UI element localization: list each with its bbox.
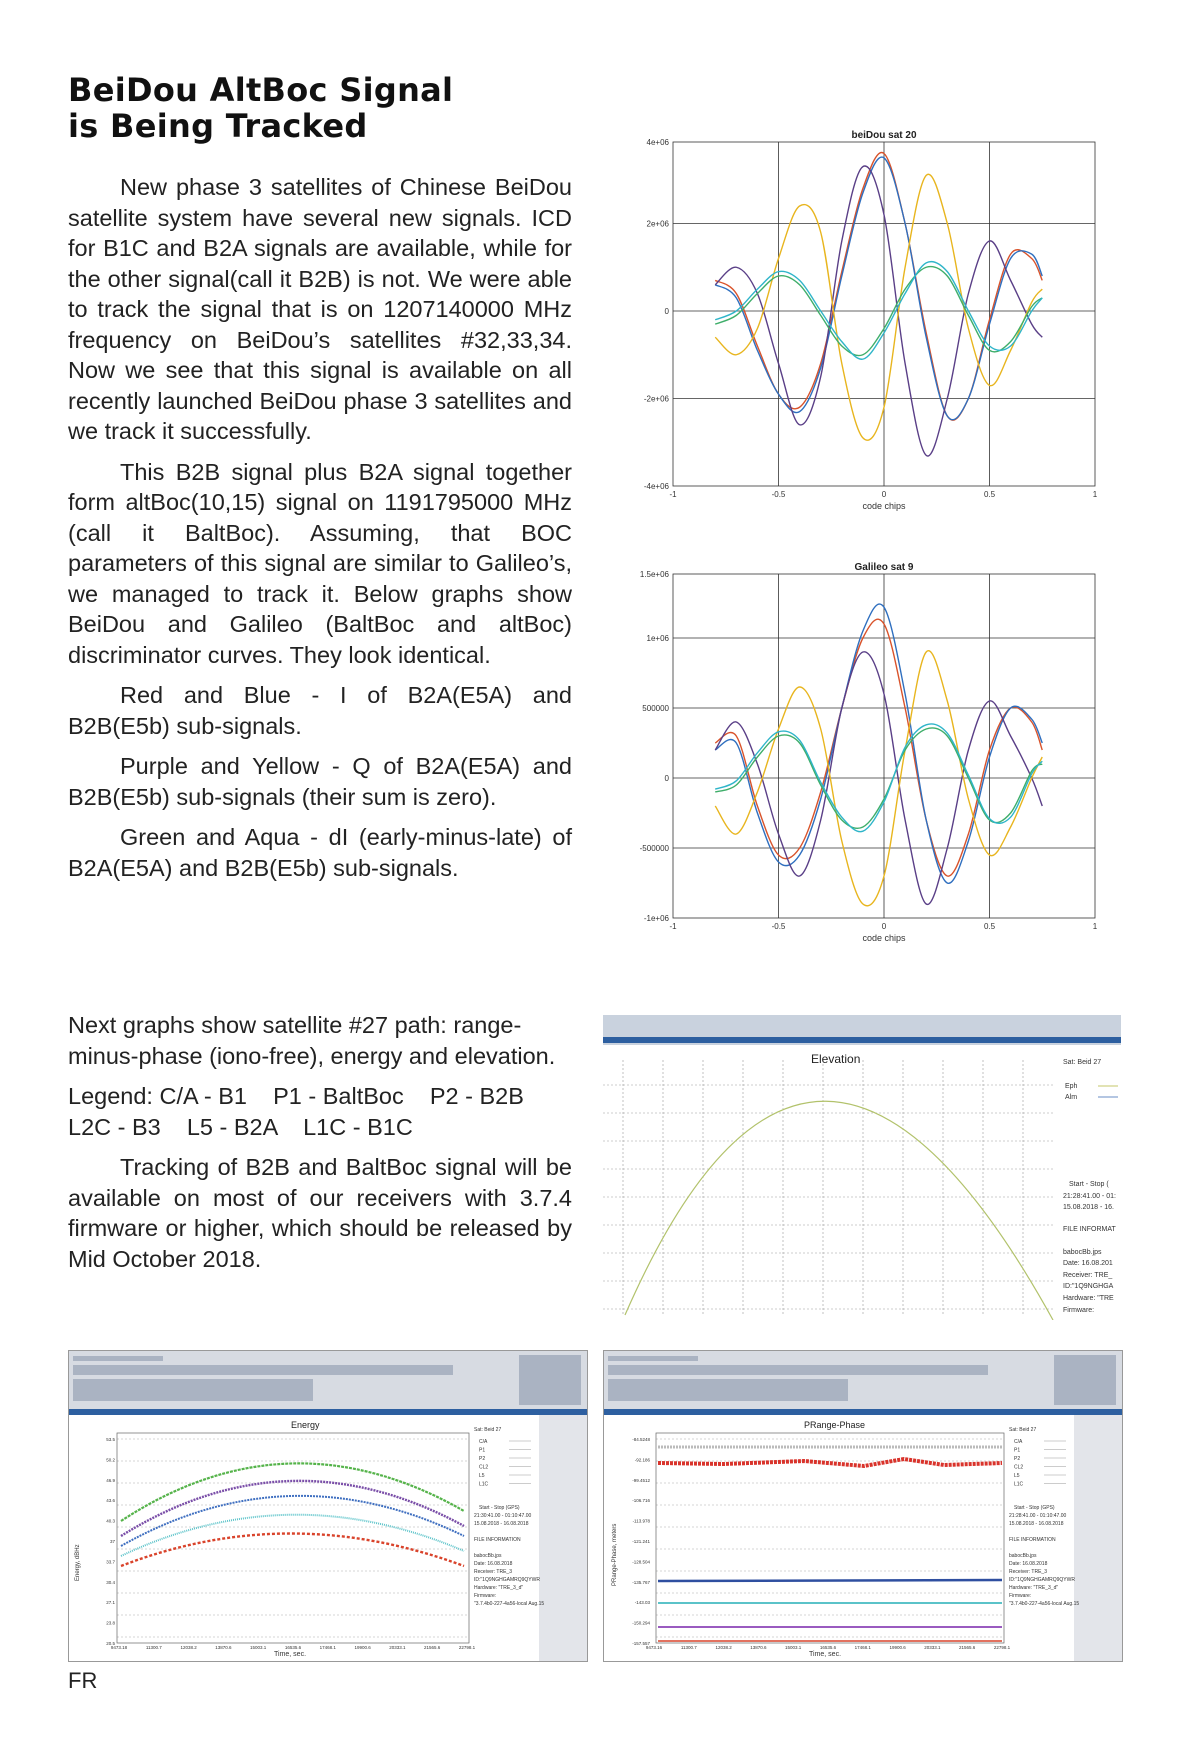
y-tick-label: 0 bbox=[664, 307, 669, 316]
energy-window bbox=[69, 1351, 587, 1661]
x-tick-label: -1 bbox=[669, 490, 677, 499]
x-tick-label: 13870.6 bbox=[750, 1645, 767, 1650]
x-tick-label: 0 bbox=[881, 922, 887, 931]
y-tick-label: 23.8 bbox=[106, 1620, 115, 1626]
prange-file: babocBb.jps bbox=[1009, 1553, 1037, 1559]
paragraph-red-blue: Red and Blue - I of B2A(E5A) and B2B(E5b) sub-signals. bbox=[68, 682, 572, 739]
elevation-title: Elevation bbox=[811, 1052, 861, 1066]
y-tick-label: -99.4512 bbox=[632, 1477, 650, 1483]
prange-sat-label: Sat: Beid 27 bbox=[1009, 1427, 1037, 1433]
x-tick-label: 0 bbox=[881, 490, 887, 499]
galileo-discriminator-chart bbox=[625, 560, 1105, 950]
x-tick-label: 1 bbox=[1092, 490, 1098, 499]
x-tick-label: 17468.1 bbox=[854, 1645, 871, 1650]
prange-time2: 15.08.2018 - 16.08.2018 bbox=[1009, 1521, 1064, 1527]
elevation-legend-eph: Eph bbox=[1065, 1083, 1078, 1090]
x-tick-label: 16535.6 bbox=[284, 1645, 302, 1650]
prange-legend bbox=[1014, 1439, 1066, 1488]
legend-label: L1C bbox=[479, 1481, 489, 1488]
y-tick-label: -157.557 bbox=[632, 1641, 650, 1646]
beidou-discriminator-chart bbox=[625, 128, 1105, 518]
y-tick-label: 1.5e+06 bbox=[639, 570, 669, 579]
y-tick-label: -1e+06 bbox=[643, 914, 669, 923]
energy-file: babocBb.jps bbox=[474, 1553, 502, 1559]
elevation-time1: 21:28:41.00 - 01: bbox=[1063, 1193, 1116, 1200]
elevation-id: ID:"1Q9NGHGA bbox=[1063, 1283, 1114, 1290]
x-tick-label: 9473.16 bbox=[645, 1645, 663, 1650]
legend-label: L5 bbox=[479, 1473, 485, 1479]
y-tick-label: 4e+06 bbox=[646, 138, 669, 147]
chart-title: Galileo sat 9 bbox=[854, 562, 914, 573]
x-tick-label: 22798.1 bbox=[993, 1645, 1011, 1650]
energy-legend bbox=[479, 1439, 531, 1488]
legend-label: CL2 bbox=[1014, 1464, 1024, 1471]
prange-y-ticks bbox=[632, 1437, 650, 1646]
elevation-receiver: Receiver: TRE_ bbox=[1063, 1272, 1113, 1279]
y-tick-label: -84.5248 bbox=[632, 1437, 650, 1442]
legend-label: L5 bbox=[1014, 1473, 1020, 1479]
x-tick-label: 15003.1 bbox=[250, 1645, 267, 1650]
prange-xlabel: Time, sec. bbox=[809, 1651, 842, 1658]
elevation-file-info: FILE INFORMAT bbox=[1063, 1226, 1116, 1233]
elevation-firmware: Firmware: bbox=[1063, 1307, 1095, 1314]
prange-firmware: Firmware: bbox=[1009, 1593, 1032, 1599]
energy-screenshot bbox=[68, 1350, 588, 1662]
y-tick-label: 53.5 bbox=[106, 1437, 115, 1442]
energy-id: ID:"1Q9NGHGAMRQ9QYWR bbox=[474, 1577, 540, 1583]
prange-screenshot bbox=[603, 1350, 1123, 1662]
energy-time1: 21:30:41.00 - 01:10:47.00 bbox=[474, 1513, 532, 1519]
title-line-1: BeiDou AltBoc Signal bbox=[68, 71, 454, 109]
paragraph-intro: New phase 3 satellites of Chinese BeiDou satellite system have several new signals. ICD for B1C and B2A signals are available, while for the other signal(call it B2B) is not. We were able to track the signal that is on 1207140000 MHz frequency on BeiDou’s satellites #32,33,34. Now we see that this signal is available on all recently launched BeiDou phase 3 satellites and we track it successfully. bbox=[68, 174, 572, 444]
y-tick-label: 2e+06 bbox=[646, 219, 669, 229]
energy-firmware: Firmware: bbox=[474, 1593, 497, 1599]
x-tick-label: 11300.7 bbox=[680, 1645, 697, 1650]
legend-label: P2 bbox=[479, 1456, 486, 1462]
x-tick-label: 16535.6 bbox=[819, 1645, 837, 1650]
footer-label: FR bbox=[68, 1668, 98, 1693]
chart-svg bbox=[625, 128, 1105, 518]
elevation-screenshot bbox=[603, 1015, 1121, 1320]
energy-file-info: FILE INFORMATION bbox=[474, 1537, 521, 1543]
energy-y-ticks bbox=[106, 1437, 115, 1646]
legend-label: P1 bbox=[1014, 1447, 1021, 1454]
paragraph-purple-yellow: Purple and Yellow - Q of B2A(E5A) and B2B(E5b) sub-signals (their sum is zero). bbox=[68, 753, 572, 810]
elevation-legend-alm: Alm bbox=[1065, 1094, 1078, 1101]
x-axis-label: code chips bbox=[862, 933, 906, 943]
legend-label: P1 bbox=[479, 1447, 486, 1454]
chart-svg bbox=[625, 560, 1105, 950]
title-line-2: is Being Tracked bbox=[68, 107, 368, 145]
legend-line-1: Legend: C/A - B1 P1 - BaltBoc P2 - B2B bbox=[68, 1083, 524, 1109]
prange-time1: 21:28:41.00 - 01:10:47.00 bbox=[1009, 1513, 1067, 1519]
paragraph-firmware: Tracking of B2B and BaltBoc signal will be available on most of our receivers with 3.7.4 firmware or higher, which should be released by Mid October 2018. bbox=[68, 1154, 572, 1272]
y-tick-label: 1e+06 bbox=[646, 634, 669, 643]
article-body-lower bbox=[68, 1010, 572, 1284]
y-tick-label: 30.4 bbox=[106, 1579, 115, 1585]
x-tick-label: -1 bbox=[669, 922, 677, 931]
y-tick-label: 500000 bbox=[642, 704, 669, 713]
x-axis-label: code chips bbox=[862, 501, 906, 511]
elevation-sat-label: Sat: Beid 27 bbox=[1063, 1059, 1102, 1066]
x-tick-label: 12038.2 bbox=[180, 1645, 197, 1650]
legend-paragraph bbox=[68, 1081, 572, 1142]
y-tick-label: -92.186 bbox=[634, 1457, 650, 1463]
x-tick-label: 21565.6 bbox=[424, 1645, 441, 1650]
x-tick-label: 19900.6 bbox=[889, 1645, 906, 1650]
x-tick-label: 0.5 bbox=[983, 922, 996, 931]
energy-xlabel: Time, sec. bbox=[274, 1651, 307, 1658]
y-tick-label: 43.6 bbox=[106, 1498, 115, 1504]
y-tick-label: 40.3 bbox=[106, 1518, 115, 1524]
energy-hardware: Hardware: "TRE_3_d" bbox=[474, 1585, 524, 1591]
y-tick-label: -113.978 bbox=[632, 1518, 650, 1524]
paragraph-green-aqua: Green and Aqua - dI (early-minus-late) of B2A(E5A) and B2B(E5b) sub-signals. bbox=[68, 824, 572, 881]
legend-line-2: L2C - B3 L5 - B2A L1C - B1C bbox=[68, 1113, 413, 1140]
x-tick-label: 1 bbox=[1092, 922, 1098, 931]
y-tick-label: -500000 bbox=[639, 844, 669, 853]
x-tick-label: -0.5 bbox=[771, 922, 786, 931]
y-tick-label: 20.5 bbox=[106, 1641, 115, 1646]
elevation-date: Date: 16.08.201 bbox=[1063, 1260, 1113, 1267]
article-body bbox=[68, 172, 572, 893]
y-tick-label: -106.716 bbox=[632, 1498, 650, 1504]
paragraph-baltboc: This B2B signal plus B2A signal together form altBoc(10,15) signal on 1191795000 MHz (call it BaltBoc). Assuming, that BOC parameters of this signal are similar to Galileo’s, we managed to track it. Below graphs show BeiDou and Galileo (BaltBoc and altBoc) discriminator curves. They look identical. bbox=[68, 458, 572, 668]
x-tick-label: 11300.7 bbox=[145, 1645, 162, 1650]
energy-receiver: Receiver: TRE_3 bbox=[474, 1569, 512, 1575]
legend-label: C/A bbox=[479, 1439, 488, 1445]
elevation-plot bbox=[603, 1015, 1121, 1320]
elevation-hardware: Hardware: "TRE bbox=[1063, 1295, 1114, 1302]
x-tick-label: 21565.6 bbox=[959, 1645, 976, 1650]
energy-date: Date: 16.08.2018 bbox=[474, 1561, 513, 1567]
x-tick-label: 22798.1 bbox=[458, 1645, 476, 1650]
y-tick-label: 33.7 bbox=[106, 1559, 115, 1565]
x-tick-label: 12038.2 bbox=[715, 1645, 732, 1650]
y-tick-label: -150.294 bbox=[632, 1620, 650, 1626]
paragraph-sat27: Next graphs show satellite #27 path: range-minus-phase (iono-free), energy and elevation. bbox=[68, 1012, 556, 1069]
y-tick-label: 27.1 bbox=[106, 1600, 115, 1606]
energy-sat-label: Sat: Beid 27 bbox=[474, 1427, 502, 1433]
prange-file-info: FILE INFORMATION bbox=[1009, 1537, 1056, 1543]
energy-fw-version: "3.7.4b0-227-4a56-local Aug.15 bbox=[474, 1601, 545, 1607]
y-tick-label: -2e+06 bbox=[643, 394, 669, 404]
y-tick-label: -128.504 bbox=[632, 1559, 650, 1565]
energy-title: Energy bbox=[291, 1420, 320, 1430]
elevation-file: babocBb.jps bbox=[1063, 1249, 1102, 1256]
y-tick-label: 37 bbox=[109, 1539, 115, 1544]
energy-start-stop: Start - Stop (GPS) bbox=[479, 1505, 520, 1511]
elevation-time2: 15.08.2018 - 16. bbox=[1063, 1204, 1114, 1211]
prange-date: Date: 16.08.2018 bbox=[1009, 1561, 1048, 1567]
series-line-blue bbox=[715, 157, 1042, 420]
y-tick-label: -121.241 bbox=[632, 1539, 650, 1544]
prange-window bbox=[604, 1351, 1122, 1661]
energy-x-ticks bbox=[111, 1645, 476, 1650]
x-tick-label: 19900.6 bbox=[354, 1645, 371, 1650]
prange-id: ID:"1Q9NGHGAMRQ9QYWR bbox=[1009, 1577, 1075, 1583]
x-tick-label: 0.5 bbox=[983, 490, 996, 499]
chart-title: beiDou sat 20 bbox=[851, 130, 917, 141]
elevation-start-stop: Start - Stop ( bbox=[1069, 1181, 1109, 1188]
y-tick-label: -4e+06 bbox=[643, 482, 669, 491]
y-tick-label: 50.2 bbox=[106, 1457, 115, 1463]
prange-fw-version: "3.7.4b0-227-4a56-local Aug.15 bbox=[1009, 1601, 1080, 1607]
prange-receiver: Receiver: TRE_3 bbox=[1009, 1569, 1047, 1575]
legend-label: P2 bbox=[1014, 1456, 1021, 1462]
x-tick-label: 15003.1 bbox=[785, 1645, 802, 1650]
x-tick-label: 17468.1 bbox=[319, 1645, 336, 1650]
prange-title: PRange-Phase bbox=[804, 1420, 866, 1430]
legend-label: C/A bbox=[1014, 1439, 1023, 1445]
x-tick-label: 20333.1 bbox=[389, 1645, 406, 1650]
prange-x-ticks bbox=[646, 1645, 1011, 1650]
x-tick-label: -0.5 bbox=[771, 490, 786, 499]
legend-label: CL2 bbox=[479, 1464, 489, 1471]
y-tick-label: 46.9 bbox=[106, 1477, 115, 1483]
x-tick-label: 20333.1 bbox=[924, 1645, 941, 1650]
x-tick-label: 13870.6 bbox=[215, 1645, 232, 1650]
prange-start-stop: Start - Stop (GPS) bbox=[1014, 1505, 1055, 1511]
x-tick-label: 9473.18 bbox=[110, 1645, 128, 1650]
prange-ylabel: PRange-Phase, meters bbox=[612, 1523, 618, 1586]
energy-time2: 15.08.2018 - 16.08.2018 bbox=[474, 1521, 529, 1527]
prange-hardware: Hardware: "TRE_3_d" bbox=[1009, 1585, 1059, 1591]
y-tick-label: -143.03 bbox=[634, 1600, 650, 1606]
article-title bbox=[68, 72, 453, 144]
energy-ylabel: Energy, dBHz bbox=[75, 1544, 81, 1581]
legend-label: L1C bbox=[1014, 1481, 1024, 1488]
y-tick-label: -135.767 bbox=[632, 1579, 650, 1585]
y-tick-label: 0 bbox=[664, 774, 669, 783]
